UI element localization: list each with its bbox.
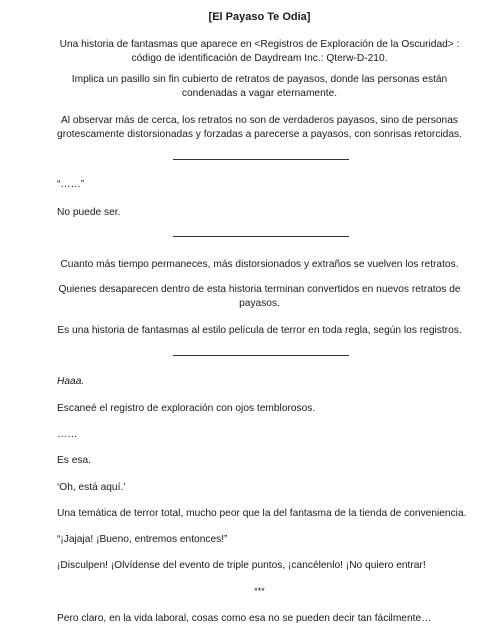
scene-break: *** <box>254 586 265 596</box>
paragraph-registros: Es una historia de fantasmas al estilo película de terror en toda regla, según los registros. <box>57 325 462 336</box>
paragraph-closing: Pero claro, en la vida laboral, cosas como esa no se pueden decir tan fácilmente… <box>57 613 432 624</box>
paragraph-disculpen: ¡Disculpen! ¡Olvídense del evento de triple puntos, ¡cancélenlo! ¡No quiero entrar! <box>57 560 426 571</box>
intro-paragraph-3: Al observar más de cerca, los retratos no son de verdaderos payasos, sino de personas grotescamente distorsionadas y forzadas a parecerse a payasos, con sonrisas retorcidas. <box>57 115 462 140</box>
intro-paragraph-1: Una historia de fantasmas que aparece en <Registros de Exploración de la Oscuridad> : código de identificación de Daydream Inc.: Qterw-D-210. <box>59 39 460 64</box>
paragraph-escanee: Escaneé el registro de exploración con ojos temblorosos. <box>57 403 316 414</box>
section-divider <box>173 355 349 356</box>
document-title: [El Payaso Te Odia] <box>208 11 311 23</box>
paragraph-retratos: Cuanto más tiempo permaneces, más distorsionados y extraños se vuelven los retratos. <box>60 259 459 270</box>
paragraph-es-esa: Es esa. <box>57 455 91 466</box>
paragraph-tematica: Una temática de terror total, mucho peor que la del fantasma de la tienda de conveniencia. <box>57 508 467 519</box>
paragraph-jajaja: “¡Jajaja! ¡Bueno, entremos entonces!” <box>57 534 228 545</box>
section-divider <box>173 159 349 160</box>
intro-paragraph-2: Implica un pasillo sin fin cubierto de retratos de payasos, donde las personas están condenadas a vagar eternamente. <box>71 74 448 99</box>
paragraph-no-puede-ser: No puede ser. <box>57 207 121 218</box>
paragraph-esta-aqui: ‘Oh, está aquí.’ <box>57 482 126 493</box>
ellipsis-quote: “……” <box>57 179 85 190</box>
paragraph-ellipsis: …… <box>57 429 78 440</box>
paragraph-haaa: Haaa. <box>57 376 85 387</box>
section-divider <box>173 236 349 237</box>
paragraph-desaparecen: Quienes desaparecen dentro de esta historia terminan convertidos en nuevos retratos de payasos. <box>58 284 461 309</box>
